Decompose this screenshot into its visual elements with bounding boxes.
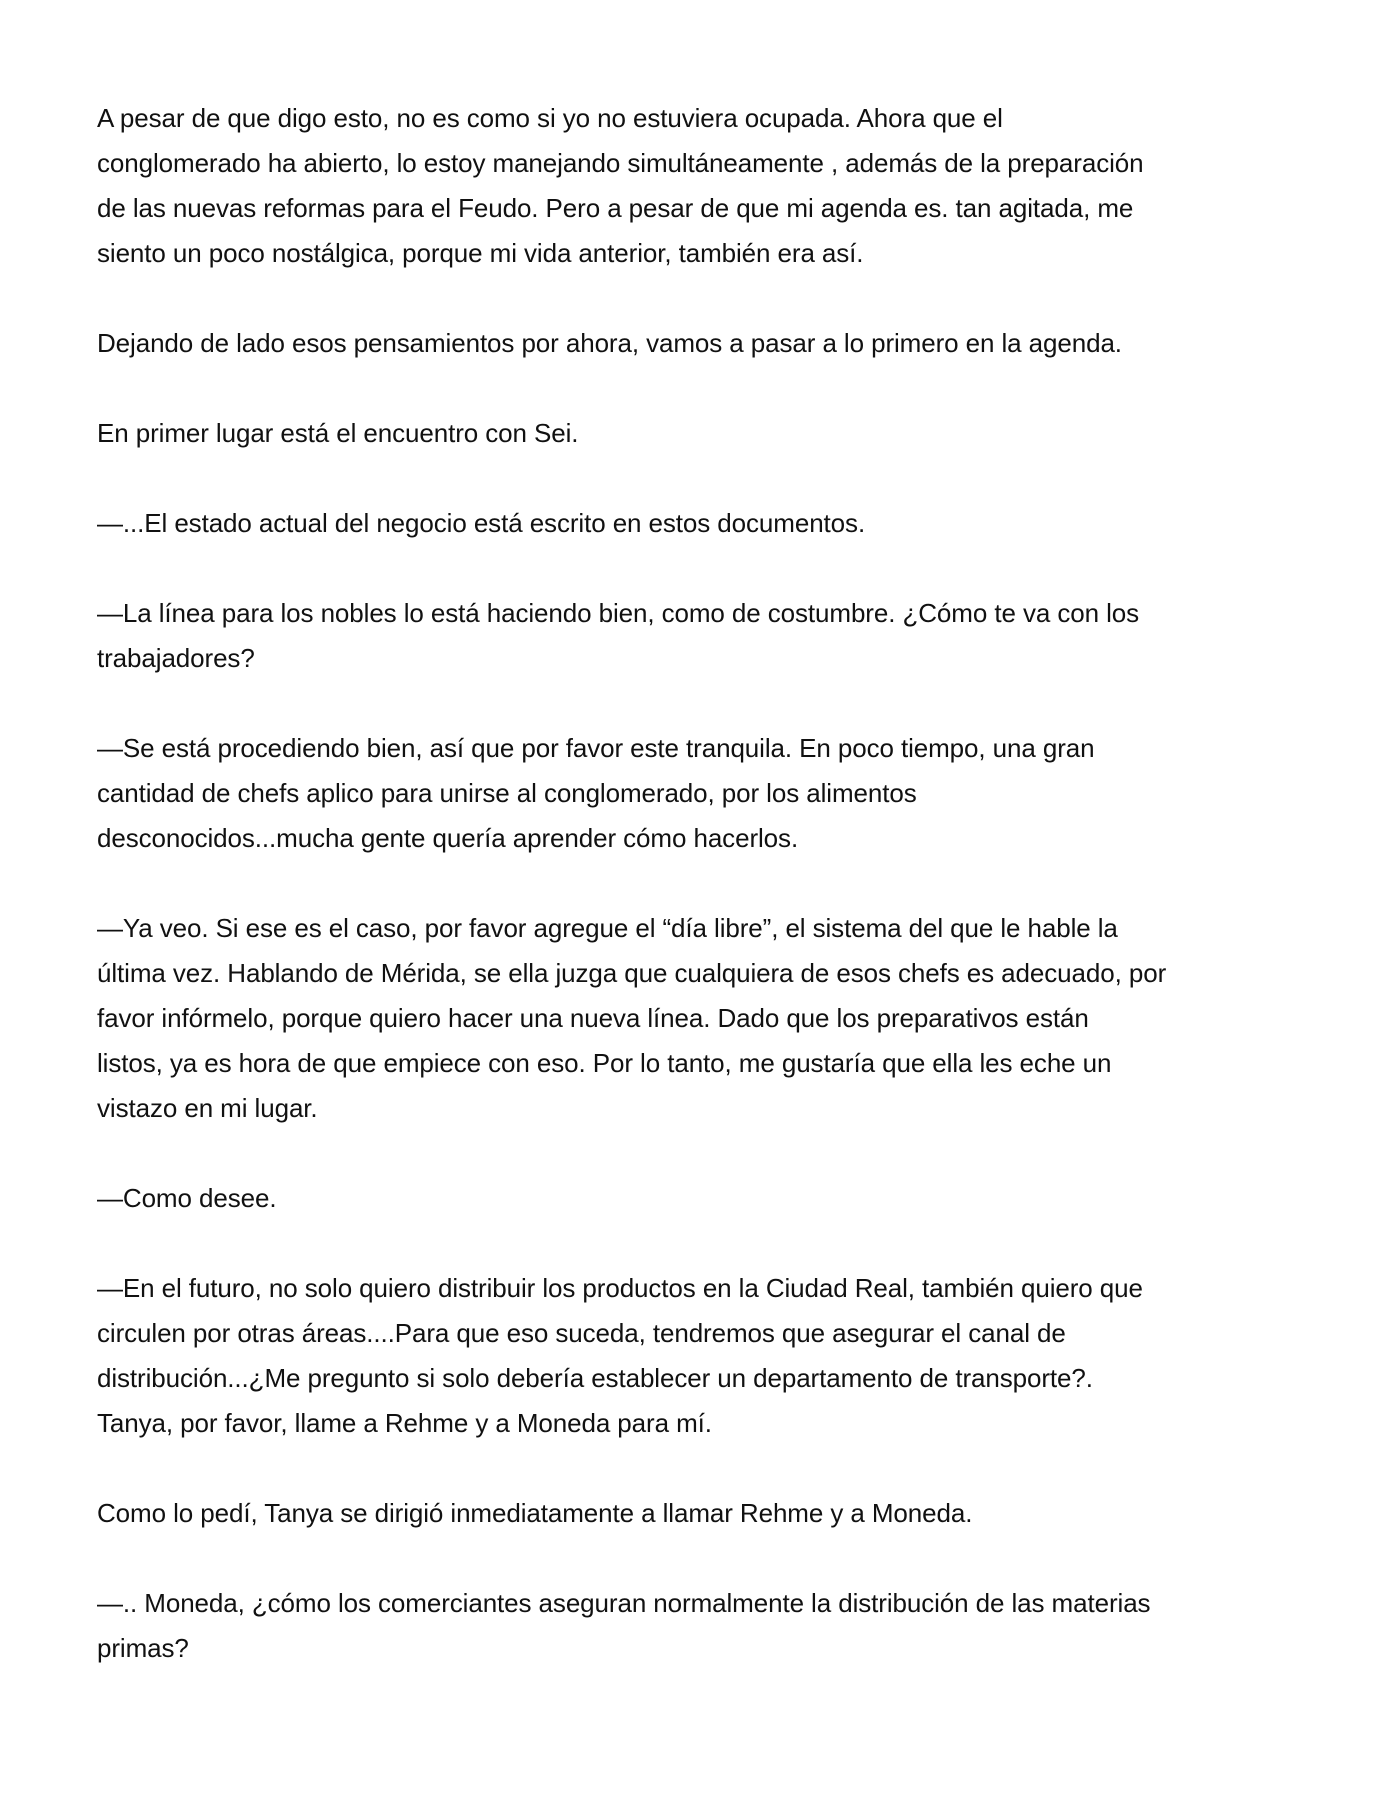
- paragraph-3: En primer lugar está el encuentro con Sei.: [97, 418, 579, 448]
- paragraph-11: —.. Moneda, ¿cómo los comerciantes aseguran normalmente la distribución de las materias primas?: [97, 1588, 1151, 1663]
- paragraph-10: Como lo pedí, Tanya se dirigió inmediatamente a llamar Rehme y a Moneda.: [97, 1498, 973, 1528]
- paragraph-4: —...El estado actual del negocio está escrito en estos documentos.: [97, 508, 866, 538]
- paragraph-7: —Ya veo. Si ese es el caso, por favor agregue el “día libre”, el sistema del que le hable la última vez. Hablando de Mérida, se ella juzga que cualquiera de esos chefs es adecuado, por favor infórmelo, porque quiero hacer una nueva línea. Dado que los preparativos están listos, ya es hora de que empiece con eso. Por lo tanto, me gustaría que ella les eche un vistazo en mi lugar.: [97, 913, 1167, 1123]
- paragraph-9: —En el futuro, no solo quiero distribuir los productos en la Ciudad Real, también quiero que circulen por otras áreas....Para que eso suceda, tendremos que asegurar el canal de distribución...¿Me pregunto si solo debería establecer un departamento de transporte?. Tanya, por favor, llame a Rehme y a Moneda para mí.: [97, 1273, 1143, 1438]
- document-body: [97, 96, 1280, 1671]
- paragraph-5: —La línea para los nobles lo está haciendo bien, como de costumbre. ¿Cómo te va con los trabajadores?: [97, 598, 1140, 673]
- paragraph-6: —Se está procediendo bien, así que por favor este tranquila. En poco tiempo, una gran cantidad de chefs aplico para unirse al conglomerado, por los alimentos desconocidos...mucha gente quería aprender cómo hacerlos.: [97, 733, 1095, 853]
- paragraph-8: —Como desee.: [97, 1183, 277, 1213]
- paragraph-1: A pesar de que digo esto, no es como si yo no estuviera ocupada. Ahora que el conglomerado ha abierto, lo estoy manejando simultáneamente , además de la preparación de las nuevas reformas para el Feudo. Pero a pesar de que mi agenda es. tan agitada, me siento un poco nostálgica, porque mi vida anterior, también era así.: [97, 103, 1144, 268]
- paragraph-2: Dejando de lado esos pensamientos por ahora, vamos a pasar a lo primero en la agenda.: [97, 328, 1122, 358]
